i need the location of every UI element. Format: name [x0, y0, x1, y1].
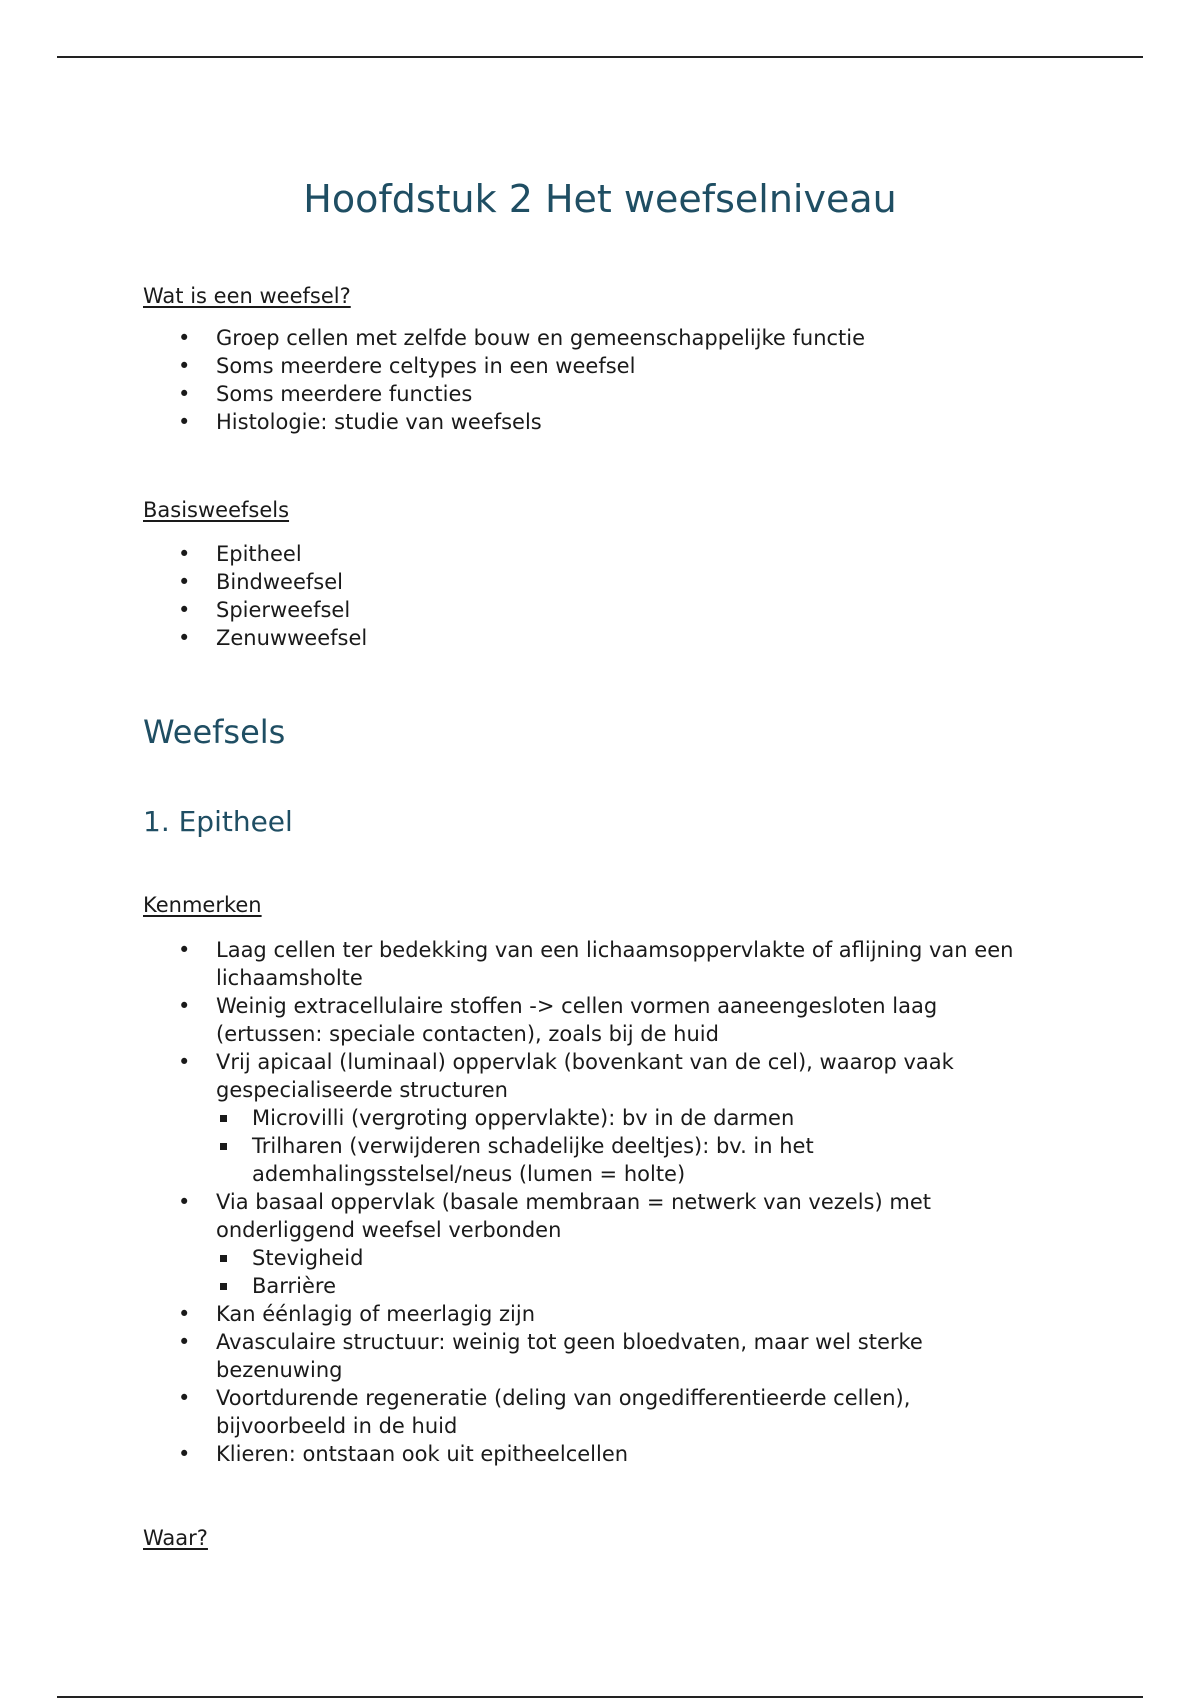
bullet-icon: • [178, 1050, 191, 1074]
list-item: • Klieren: ontstaan ook uit epitheelcellen [178, 1442, 629, 1466]
footer-rule [57, 1696, 1143, 1698]
heading-epitheel: 1. Epitheel [143, 805, 293, 838]
bullet-icon: • [178, 382, 191, 406]
list-item: • Via basaal oppervlak (basale membraan = netwerk van vezels) met onderliggend weefsel verbonden Stevigheid Barrière [143, 1188, 1043, 1300]
sublist-apicaal [216, 1104, 1043, 1188]
heading-wat-is-een-weefsel: Wat is een weefsel? [143, 284, 351, 308]
list-basisweefsels [143, 540, 1043, 652]
header-rule [57, 56, 1143, 58]
bullet-icon: • [178, 354, 191, 378]
heading-waar: Waar? [143, 1526, 208, 1550]
list-item: • Soms meerdere celtypes in een weefsel [178, 354, 636, 378]
list-item: • Groep cellen met zelfde bouw en gemeenschappelijke functie [178, 326, 866, 350]
bullet-icon: • [178, 994, 191, 1018]
list-item: • Zenuwweefsel [178, 626, 368, 650]
sub-list-item: Trilharen (verwijderen schadelijke deeltjes): bv. in het ademhalingsstelsel/neus (lumen = holte) [216, 1132, 1043, 1188]
list-item: • Voortdurende regeneratie (deling van ongedifferentieerde cellen), bijvoorbeeld in de huid [178, 1386, 911, 1438]
list-item: • Avasculaire structuur: weinig tot geen bloedvaten, maar wel sterke bezenuwing [178, 1330, 923, 1382]
bullet-icon: • [178, 570, 191, 594]
list-item: • Epitheel [178, 542, 302, 566]
bullet-icon: • [178, 1442, 191, 1466]
list-item: • Kan éénlagig of meerlagig zijn [178, 1302, 535, 1326]
list-item: • Histologie: studie van weefsels [178, 410, 542, 434]
page-title: Hoofdstuk 2 Het weefselniveau [303, 177, 897, 221]
bullet-icon: • [178, 542, 191, 566]
square-bullet-icon [220, 1283, 227, 1290]
sub-list-item: Stevigheid [216, 1244, 1043, 1272]
list-item: • Spierweefsel [178, 598, 351, 622]
bullet-icon: • [178, 326, 191, 350]
heading-kenmerken: Kenmerken [143, 893, 262, 917]
bullet-icon: • [178, 1330, 191, 1354]
bullet-icon: • [178, 1386, 191, 1410]
bullet-icon: • [178, 626, 191, 650]
square-bullet-icon [220, 1255, 227, 1262]
bullet-icon: • [178, 598, 191, 622]
heading-basisweefsels: Basisweefsels [143, 498, 290, 522]
sub-list-item: Barrière [216, 1272, 1043, 1300]
heading-weefsels: Weefsels [143, 713, 286, 751]
sub-list-item: Microvilli (vergroting oppervlakte): bv in de darmen [216, 1104, 1043, 1132]
list-item: • Laag cellen ter bedekking van een lichaamsoppervlakte of aflijning van een lichaamsholte [178, 938, 1014, 990]
list-item: • Weinig extracellulaire stoffen -> cellen vormen aaneengesloten laag (ertussen: speciale contacten), zoals bij de huid [178, 994, 938, 1046]
bullet-icon: • [178, 938, 191, 962]
list-item: • Soms meerdere functies [178, 382, 473, 406]
list-wat-is-een-weefsel [143, 324, 1043, 436]
list-item: • Bindweefsel [178, 570, 343, 594]
list-item: • Vrij apicaal (luminaal) oppervlak (bovenkant van de cel), waarop vaak gespecialiseerde structuren Microvilli (vergroting oppervlakte): bv in de darmen Trilharen (verwijderen schadelijke deeltjes): bv. in het ademhalingsstelsel/neus (lumen = holte) [143, 1048, 1043, 1188]
square-bullet-icon [220, 1115, 227, 1122]
list-kenmerken [143, 936, 1043, 1468]
square-bullet-icon [220, 1143, 227, 1150]
bullet-icon: • [178, 410, 191, 434]
sublist-basaal [216, 1244, 1043, 1300]
bullet-icon: • [178, 1302, 191, 1326]
bullet-icon: • [178, 1190, 191, 1214]
